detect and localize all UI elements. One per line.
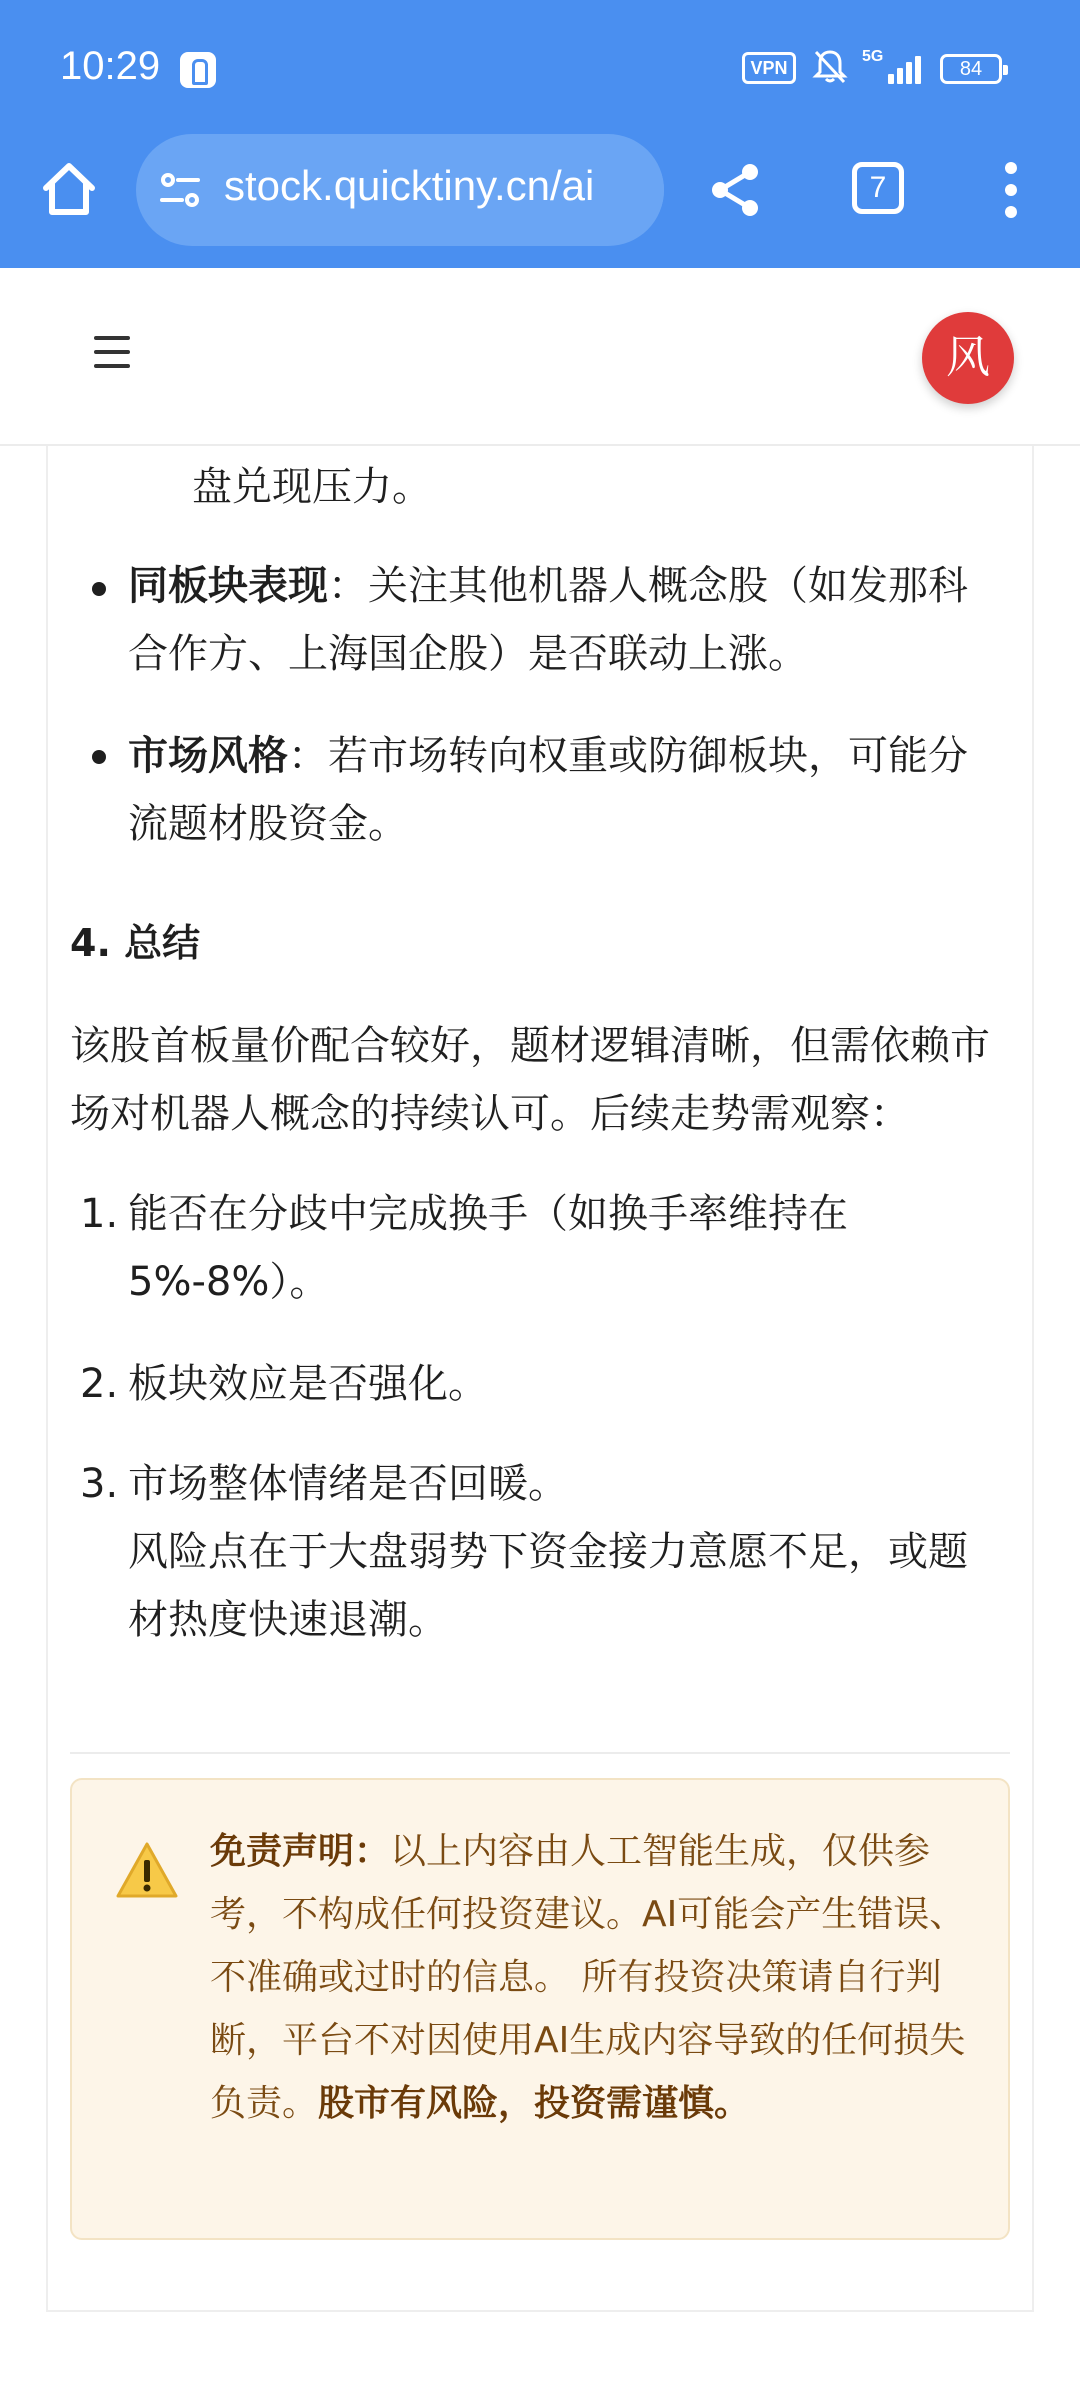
list-item: 能否在分歧中完成换手（如换手率维持在5%-8%）。 (128, 1191, 848, 1305)
disclaimer-label: 免责声明： (210, 1831, 391, 1872)
summary-paragraph: 该股首板量价配合较好，题材逻辑清晰，但需依赖市场对机器人概念的持续认可。后续走势需观察： (70, 1023, 990, 1137)
warning-icon (114, 1840, 180, 1900)
disclaimer-body: 以上内容由人工智能生成，仅供参考，不构成任何投资建议。AI可能会产生错误、不准确或过时的信息。 所有投资决策请自行判断，平台不对因使用AI生成内容导致的任何损失负责。 (210, 1831, 966, 2124)
divider (70, 1752, 1010, 1754)
bullet-dot (92, 750, 106, 764)
status-time: 10:29 (60, 44, 161, 88)
risk-note: 风险点在于大盘弱势下资金接力意愿不足，或题材热度快速退潮。 (128, 1529, 968, 1643)
signal-icon (888, 52, 928, 84)
bullet-title: 市场风格 (128, 733, 288, 779)
bell-off-icon (810, 46, 850, 86)
hamburger-menu-icon[interactable] (94, 336, 130, 368)
list-item: 板块效应是否强化。 (128, 1361, 488, 1407)
vpn-icon: VPN (742, 52, 796, 84)
more-menu-icon[interactable] (996, 160, 1026, 220)
bullet-text: ：若市场转向权重或防御板块，可能分流题材股资金。 (128, 733, 968, 847)
battery-icon: 84 (940, 54, 1002, 84)
address-bar[interactable] (136, 134, 664, 246)
list-number: 1. (80, 1191, 119, 1237)
list-number: 2. (80, 1361, 119, 1407)
disclaimer-text (210, 1820, 970, 2135)
browser-toolbar (0, 130, 1080, 268)
tabs-counter-button[interactable]: 7 (852, 162, 904, 214)
disclaimer-box (70, 1778, 1010, 2240)
url-text: stock.quicktiny.cn/ai (224, 162, 595, 209)
share-icon[interactable] (706, 160, 766, 220)
bullet-title: 同板块表现 (128, 563, 328, 609)
list-item (128, 1450, 988, 1654)
status-bar (0, 0, 1080, 130)
site-info-icon[interactable] (158, 168, 202, 212)
notification-icon (180, 52, 216, 88)
section-title: 4. 总结 (70, 921, 201, 965)
site-header (0, 268, 1080, 446)
home-icon[interactable] (38, 158, 100, 220)
list-number: 3. (80, 1461, 119, 1507)
user-avatar[interactable]: 风 (922, 312, 1014, 404)
bullet-dot (92, 582, 106, 596)
continued-text: 盘兑现压力。 (192, 464, 432, 510)
network-type: 5G (862, 48, 884, 65)
bullet-text: ：关注其他机器人概念股（如发那科合作方、上海国企股）是否联动上涨。 (128, 563, 968, 677)
list-item-text: 市场整体情绪是否回暖。 (128, 1461, 568, 1507)
bullet-item (128, 722, 988, 858)
disclaimer-emphasis: 股市有风险，投资需谨慎。 (318, 2083, 751, 2124)
bullet-item (128, 552, 988, 688)
browser-chrome (0, 0, 1080, 268)
